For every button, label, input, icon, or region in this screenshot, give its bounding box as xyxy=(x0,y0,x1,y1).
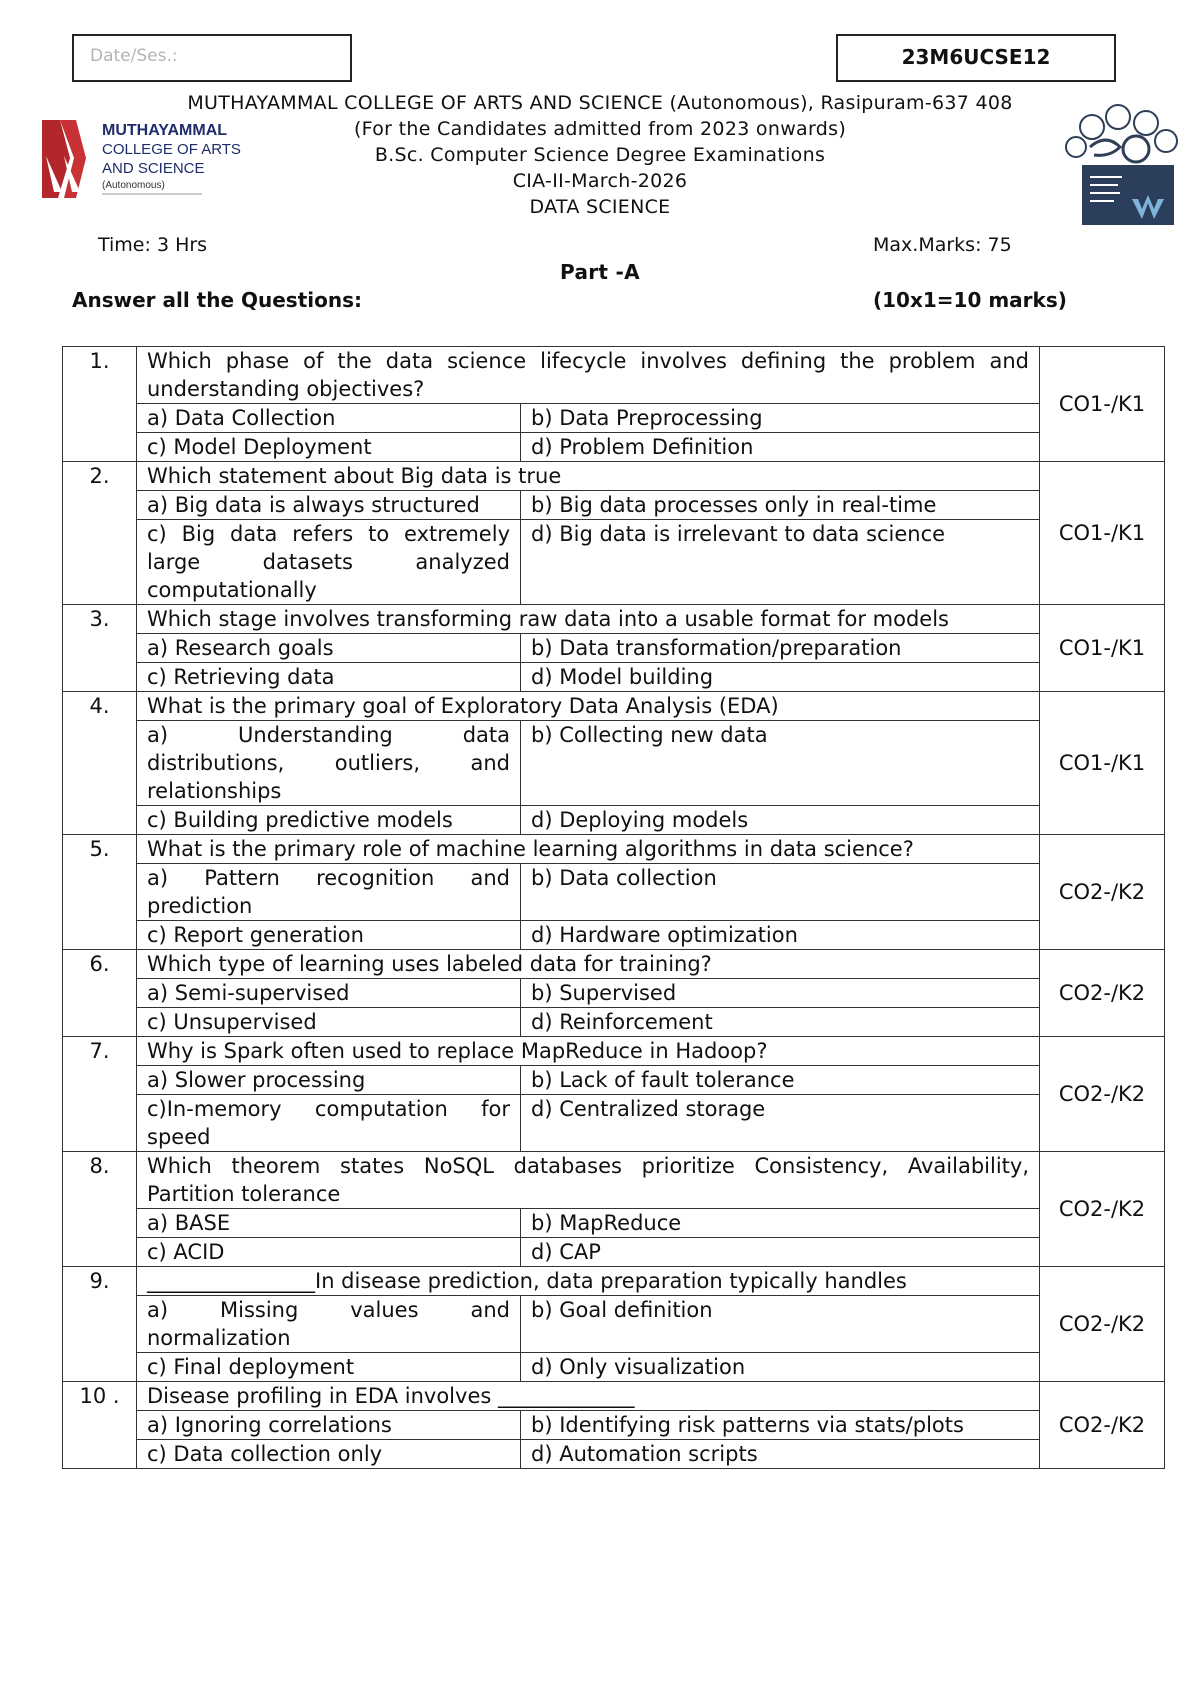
instruction: Answer all the Questions: xyxy=(72,288,362,312)
options-row xyxy=(63,1238,1165,1267)
course-outcome: CO2-/K2 xyxy=(1040,950,1165,1037)
option-d: d) Reinforcement xyxy=(521,1008,1040,1037)
option-c: c) Model Deployment xyxy=(137,433,521,462)
option-c: c) Retrieving data xyxy=(137,663,521,692)
question-row xyxy=(63,835,1165,864)
options-row xyxy=(63,1440,1165,1469)
exam-title: CIA-II-March-2026 xyxy=(512,170,688,192)
part-title: Part -A xyxy=(560,260,640,284)
date-session-box xyxy=(72,34,352,82)
option-c: c) Building predictive models xyxy=(137,806,521,835)
option-c: c) Report generation xyxy=(137,921,521,950)
course-code-box xyxy=(836,34,1116,82)
question-row xyxy=(63,1382,1165,1411)
course-outcome: CO1-/K1 xyxy=(1040,692,1165,835)
option-c: c) Unsupervised xyxy=(137,1008,521,1037)
option-a: a) Data Collection xyxy=(137,404,521,433)
option-a: a) BASE xyxy=(137,1209,521,1238)
date-session-label: Date/Ses.: xyxy=(90,46,178,66)
logo-text-1: MUTHAYAMMAL xyxy=(102,122,228,139)
question-number: 2. xyxy=(63,462,137,605)
question-number: 4. xyxy=(63,692,137,835)
option-a: a) Ignoring correlations xyxy=(137,1411,521,1440)
options-row xyxy=(63,1008,1165,1037)
college-name: MUTHAYAMMAL COLLEGE OF ARTS AND SCIENCE (Autonomous), Rasipuram-637 408 xyxy=(187,92,1013,114)
option-b: b) Collecting new data xyxy=(521,721,1040,806)
question-row xyxy=(63,605,1165,634)
logo-text-4: (Autonomous) xyxy=(102,180,165,191)
options-row xyxy=(63,806,1165,835)
option-c: c) ACID xyxy=(137,1238,521,1267)
options-row xyxy=(63,721,1165,806)
options-row xyxy=(63,663,1165,692)
option-d: d) Only visualization xyxy=(521,1353,1040,1382)
course-outcome: CO2-/K2 xyxy=(1040,1152,1165,1267)
option-b: b) Data Preprocessing xyxy=(521,404,1040,433)
course-outcome: CO2-/K2 xyxy=(1040,1382,1165,1469)
marks-scheme: (10x1=10 marks) xyxy=(873,288,1067,312)
logo-text-2: COLLEGE OF ARTS xyxy=(102,141,241,158)
options-row xyxy=(63,1411,1165,1440)
question-number: 1. xyxy=(63,347,137,462)
logo-text-3: AND SCIENCE xyxy=(102,160,205,177)
options-row xyxy=(63,1066,1165,1095)
question-number: 9. xyxy=(63,1267,137,1382)
max-marks-label: Max.Marks: 75 xyxy=(873,234,1012,256)
option-a: a) Semi-supervised xyxy=(137,979,521,1008)
question-text: Which stage involves transforming raw data into a usable format for models xyxy=(137,605,1040,634)
subject-title: DATA SCIENCE xyxy=(529,196,671,218)
option-b: b) MapReduce xyxy=(521,1209,1040,1238)
options-row xyxy=(63,864,1165,921)
question-number: 7. xyxy=(63,1037,137,1152)
question-text: Which type of learning uses labeled data for training? xyxy=(137,950,1040,979)
option-a: a) Understanding data distributions, outliers, and relationships xyxy=(137,721,521,806)
course-outcome: CO2-/K2 xyxy=(1040,1267,1165,1382)
question-text: What is the primary role of machine learning algorithms in data science? xyxy=(137,835,1040,864)
question-text: Disease profiling in EDA involves _____________ xyxy=(137,1382,1040,1411)
options-row xyxy=(63,1296,1165,1353)
question-number: 8. xyxy=(63,1152,137,1267)
question-row xyxy=(63,1267,1165,1296)
question-number: 3. xyxy=(63,605,137,692)
option-d: d) CAP xyxy=(521,1238,1040,1267)
question-row xyxy=(63,692,1165,721)
option-b: b) Lack of fault tolerance xyxy=(521,1066,1040,1095)
option-d: d) Hardware optimization xyxy=(521,921,1040,950)
question-number: 5. xyxy=(63,835,137,950)
question-text: Which theorem states NoSQL databases prioritize Consistency, Availability, Partition tolerance xyxy=(137,1152,1040,1209)
course-outcome: CO1-/K1 xyxy=(1040,347,1165,462)
option-d: d) Problem Definition xyxy=(521,433,1040,462)
question-text: ________________In disease prediction, data preparation typically handles xyxy=(137,1267,1040,1296)
option-a: a) Missing values and normalization xyxy=(137,1296,521,1353)
option-a: a) Big data is always structured xyxy=(137,491,521,520)
option-b: b) Big data processes only in real-time xyxy=(521,491,1040,520)
question-number: 10 . xyxy=(63,1382,137,1469)
options-row xyxy=(63,433,1165,462)
degree-title: B.Sc. Computer Science Degree Examinations xyxy=(374,144,826,166)
options-row xyxy=(63,1209,1165,1238)
options-row xyxy=(63,921,1165,950)
question-text: Why is Spark often used to replace MapReduce in Hadoop? xyxy=(137,1037,1040,1066)
question-table xyxy=(62,346,1165,1469)
options-row xyxy=(63,1095,1165,1152)
question-row xyxy=(63,347,1165,404)
question-row xyxy=(63,462,1165,491)
options-row xyxy=(63,404,1165,433)
option-d: d) Deploying models xyxy=(521,806,1040,835)
option-a: a) Pattern recognition and prediction xyxy=(137,864,521,921)
course-outcome: CO1-/K1 xyxy=(1040,462,1165,605)
question-number: 6. xyxy=(63,950,137,1037)
admission-note: (For the Candidates admitted from 2023 onwards) xyxy=(353,118,847,140)
option-c: c) Big data refers to extremely large datasets analyzed computationally xyxy=(137,520,521,605)
options-row xyxy=(63,1353,1165,1382)
question-text: What is the primary goal of Exploratory Data Analysis (EDA) xyxy=(137,692,1040,721)
question-row xyxy=(63,1152,1165,1209)
time-label: Time: 3 Hrs xyxy=(98,234,208,256)
option-c: c) Final deployment xyxy=(137,1353,521,1382)
option-b: b) Goal definition xyxy=(521,1296,1040,1353)
question-row xyxy=(63,950,1165,979)
option-c: c)In-memory computation for speed xyxy=(137,1095,521,1152)
option-d: d) Big data is irrelevant to data science xyxy=(521,520,1040,605)
question-text: Which statement about Big data is true xyxy=(137,462,1040,491)
course-outcome: CO2-/K2 xyxy=(1040,835,1165,950)
options-row xyxy=(63,520,1165,605)
options-row xyxy=(63,491,1165,520)
option-d: d) Model building xyxy=(521,663,1040,692)
option-c: c) Data collection only xyxy=(137,1440,521,1469)
option-a: a) Slower processing xyxy=(137,1066,521,1095)
options-row xyxy=(63,634,1165,663)
option-b: b) Data collection xyxy=(521,864,1040,921)
course-code: 23M6UCSE12 xyxy=(901,45,1051,69)
question-row xyxy=(63,1037,1165,1066)
option-d: d) Automation scripts xyxy=(521,1440,1040,1469)
course-outcome: CO1-/K1 xyxy=(1040,605,1165,692)
option-b: b) Supervised xyxy=(521,979,1040,1008)
option-d: d) Centralized storage xyxy=(521,1095,1040,1152)
option-b: b) Identifying risk patterns via stats/plots xyxy=(521,1411,1040,1440)
option-b: b) Data transformation/preparation xyxy=(521,634,1040,663)
course-outcome: CO2-/K2 xyxy=(1040,1037,1165,1152)
options-row xyxy=(63,979,1165,1008)
option-a: a) Research goals xyxy=(137,634,521,663)
question-text: Which phase of the data science lifecycle involves defining the problem and understanding objectives? xyxy=(137,347,1040,404)
